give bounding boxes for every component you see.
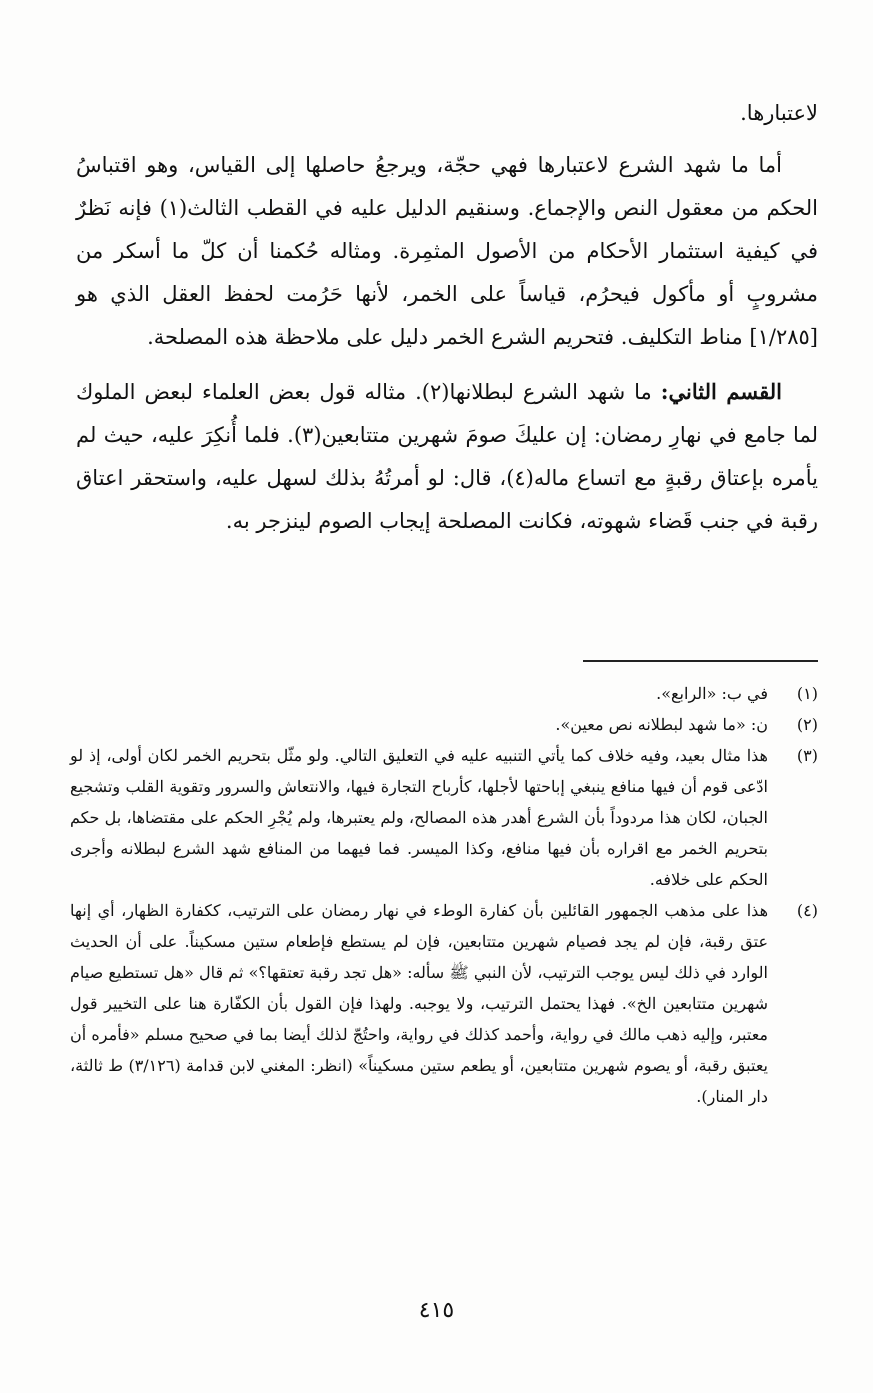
footnote-number: (٣) (796, 746, 818, 765)
page-number: ٤١٥ (418, 1298, 455, 1323)
main-text-body (76, 92, 818, 543)
paragraph-second-division-text: ما شهد الشرع لبطلانها(٢). مثاله قول بعض العلماء لبعض الملوك لما جامع في نهارِ رمضان: إن عليكَ صومَ شهرين متتابعين(٣). فلما أُنكِرَ عليه، حيث لم يأمره بإعتاق رقبةٍ مع اتساع ماله(٤)، قال: لو أمرتُهُ بذلك لسهل عليه، واستحقر اعتاق رقبة في جنب قَضاء شهوته، فكانت المصلحة إيجاب الصوم لينزجر به. (76, 380, 818, 533)
section-heading-second-division: القسم الثاني: (660, 379, 783, 404)
footnotes-section (70, 678, 818, 1112)
footnote-number: (٤) (796, 901, 818, 920)
footnote-text: ن: «ما شهد لبطلانه نص معين». (555, 715, 768, 734)
footnote-text: هذا على مذهب الجمهور القائلين بأن كفارة الوطء في نهار رمضان على الترتيب، ككفارة الظهار، أي إنها عتق رقبة، فإن لم يجد فصيام شهرين متتابعين، فإن لم يستطع فإطعام ستين مسكيناً. على أن الحديث الوارد في ذلك ليس يوجب الترتيب، لأن النبي ﷺ سأله: «هل تجد رقبة تعتقها؟» ثم قال «هل تستطيع صيام شهرين متتابعين الخ». فهذا يحتمل الترتيب، ولا يوجبه. ولهذا فإن القول بأن الكفّارة هنا على التخيير قول معتبر، وإليه ذهب مالك في رواية، وأحمد كذلك في رواية، واحتُجّ لذلك أيضا بما في صحيح مسلم «فأمره أن يعتبق رقبة، أو يصوم شهرين متتابعين، أو يطعم ستين مسكيناً» (انظر: المغني لابن قدامة (٣/١٢٦) ط ثالثة، دار المنار). (70, 901, 768, 1106)
paragraph-first-division: أما ما شهد الشرع لاعتبارها فهي حجّة، ويرجعُ حاصلها إلى القياس، وهو اقتباسُ الحكم من معقول النص والإجماع. وسنقيم الدليل عليه في القطب الثالث(١) فإنه نَظرٌ في كيفية استثمار الأحكام من الأصول المثمِرة. ومثاله حُكمنا أن كلّ ما أسكر من مشروبٍ أو مأكول فيحرُم، قياساً على الخمر، لأنها حَرُمت لحفظ العقل الذي هو [١/٢٨٥] مناط التكليف. فتحريم الشرع الخمر دليل على ملاحظة هذه المصلحة. (76, 153, 819, 349)
footnote-text: في ب: «الرابع». (656, 684, 768, 703)
footnote-item (70, 740, 818, 895)
footnote-item (70, 709, 818, 740)
paragraph-second-division (76, 370, 818, 543)
footnote-number: (٢) (796, 715, 818, 734)
footnote-item (70, 895, 818, 1112)
footnote-item (70, 678, 818, 709)
footnote-text: هذا مثال بعيد، وفيه خلاف كما يأتي التنبيه عليه في التعليق التالي. ولو مثّل بتحريم الخمر لكان أولى، إذ لو ادّعى قوم أن فيها منافع ينبغي إباحتها لأجلها، كأرباح التجارة فيها، والانتعاش والسرور وتقوية القلب وتشجيع الجبان، لكان هذا مردوداً بأن الشرع أهدر هذه المصالح، ولم يعتبرها، ولم يُجْرِ الحكم على مقتضاها، بل حكم بتحريم الخمر مع اقراره بأن فيها منافع، وكذا الميسر. فما فيهما من المنافع شهد الشرع لبطلانه وأجرى الحكم على خلافه. (70, 746, 769, 889)
footnote-separator-rule (583, 660, 818, 662)
footnote-number: (١) (796, 684, 818, 703)
paragraph-continuation: لاعتبارها. (740, 101, 818, 125)
